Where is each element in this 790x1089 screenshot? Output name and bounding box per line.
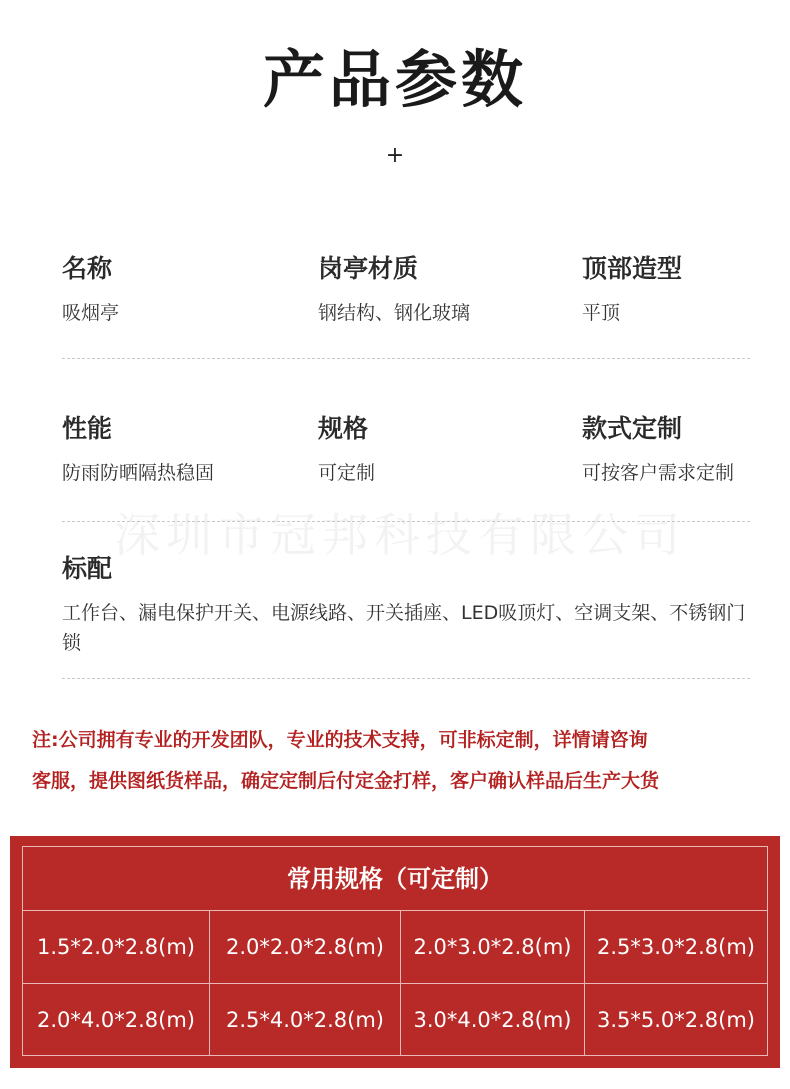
param-value: 吸烟亭 [62,302,120,324]
param-style [582,414,734,488]
customization-note [32,720,762,802]
company-watermark: 深圳市冠邦科技有限公司 [114,508,686,562]
param-value: 可定制 [318,462,376,484]
param-standard [62,554,762,658]
note-line: 客服，提供图纸货样品，确定定制后付定金打样，客户确认样品后生产大货 [32,770,660,792]
param-value: 钢结构、钢化玻璃 [318,302,471,324]
spec-cell: 2.0*2.0*2.8(m) [210,911,401,983]
param-value: 防雨防晒隔热稳固 [62,462,215,484]
spec-title: 常用规格（可定制） [23,847,767,911]
param-name [62,254,119,328]
param-material [318,254,470,328]
spec-cell: 1.5*2.0*2.8(m) [23,911,210,983]
param-label: 名称 [62,254,113,283]
divider [62,358,750,359]
param-label: 性能 [62,414,113,443]
param-label: 顶部造型 [582,254,683,283]
param-roof [582,254,682,328]
spec-panel [10,836,780,1068]
spec-cell: 2.5*4.0*2.8(m) [210,984,401,1055]
spec-row [23,911,767,983]
divider [62,521,750,522]
page-title: 产品参数 [262,43,527,116]
spec-cell: 2.0*3.0*2.8(m) [401,911,585,983]
param-value: 平顶 [582,302,621,324]
param-value: 可按客户需求定制 [582,462,735,484]
spec-table [22,846,768,1056]
spec-row [23,983,767,1055]
spec-cell: 2.5*3.0*2.8(m) [596,935,756,959]
divider [62,678,750,679]
param-performance [62,414,214,488]
plus-icon: + [385,143,405,168]
spec-cell: 3.5*5.0*2.8(m) [596,1007,756,1032]
note-line: 注:公司拥有专业的开发团队，专业的技术支持，可非标定制，详情请咨询 [32,729,648,751]
param-size [318,414,375,488]
param-label: 标配 [62,554,113,583]
param-label: 岗亭材质 [318,254,419,283]
spec-cell: 3.0*4.0*2.8(m) [401,984,585,1055]
param-label: 款式定制 [582,414,683,443]
param-value: 工作台、漏电保护开关、电源线路、开关插座、LED吸顶灯、空调支架、不锈钢门锁 [62,602,746,654]
param-label: 规格 [318,414,369,443]
spec-cell: 2.0*4.0*2.8(m) [23,984,210,1055]
